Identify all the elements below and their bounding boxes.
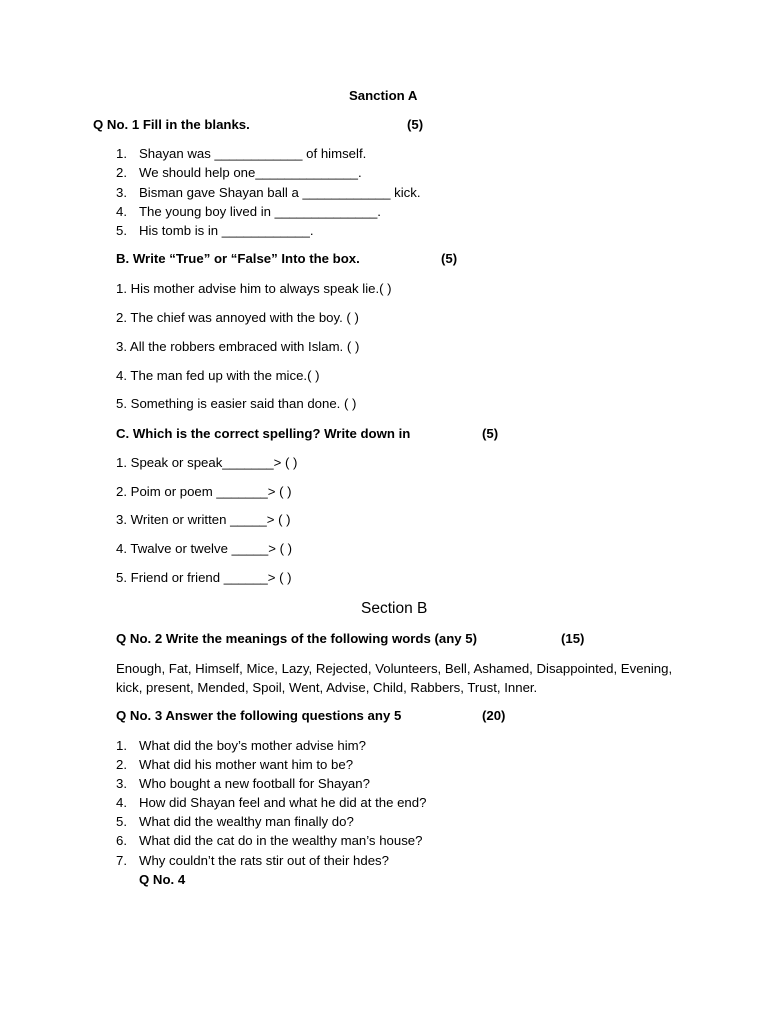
q1-heading: Q No. 1 Fill in the blanks. — [93, 117, 250, 132]
q3-heading: Q No. 3 Answer the following questions any 5 — [116, 708, 402, 723]
q3-marks: (20) — [482, 708, 506, 723]
part-b-marks: (5) — [441, 251, 458, 266]
document-page: Sanction A Q No. 1 Fill in the blanks. (5) 1. Shayan was ____________ of himself. 2. We should help one______________. 3. Bisman gave Shayan ball a ____________ kick. 4. The young boy lived in ______________. 5. His tomb is in ____________. B. Write “True” or “False” Into the box. (5) 1. His mother advise him to always speak lie.( ) 2. The chief was annoyed with the boy. ( ) 3. All the robbers embraced with Islam. ( ) 4. The man fed up with the mice.( ) 5. Something is easier said than done. ( ) C. Which is the correct spelling? Write down in (5) 1. Speak or speak_______> ( ) 2. Poim or poem _______> ( ) 3. Writen or written _____> ( ) 4. Twalve or twelve _____> ( ) 5. Friend or friend ______> ( ) Section B Q No. 2 Write the meanings of the following words (any 5) (15) Enough, Fat, Himself, Mice, Lazy, Rejected, Volunteers, Bell, Ashamed, Disappointed, Evening, kick, present, Mended, Spoil, Went, Advise, Child, Rabbers, Trust, Inner. Q No. 3 Answer the following questions any 5 (20) 1. What did the boy’s mother advise him? 2. What did his mother want him to be? 3. Who bought a new football for Shayan? 4. How did Shayan feel and what he did at the end? 5. What did the wealthy man finally do? 6. What did the cat do in the wealthy man’s house? 7. Why couldn’t the rats stir out of their hdes? Q No. 4 — [0, 0, 768, 1024]
spelling-item: 1. Speak or speak_______> ( ) — [116, 455, 298, 470]
spelling-item: 3. Writen or written _____> ( ) — [116, 512, 291, 527]
true-false-item: 3. All the robbers embraced with Islam. ( ) — [116, 339, 360, 354]
part-c-heading: C. Which is the correct spelling? Write down in — [116, 426, 411, 441]
q2-marks: (15) — [561, 631, 585, 646]
q4-heading: Q No. 4 — [139, 872, 186, 887]
vocabulary-words: Enough, Fat, Himself, Mice, Lazy, Rejected, Volunteers, Bell, Ashamed, Disappointed, Evening, kick, present, Mended, Spoil, Went, Advise, Child, Rabbers, Trust, Inner. — [116, 661, 673, 695]
part-b-heading: B. Write “True” or “False” Into the box. — [116, 251, 360, 266]
section-b-title: Section B — [361, 600, 428, 617]
spelling-item: 2. Poim or poem _______> ( ) — [116, 484, 292, 499]
true-false-item: 4. The man fed up with the mice.( ) — [116, 368, 320, 383]
true-false-item: 5. Something is easier said than done. ( ) — [116, 396, 357, 411]
spelling-item: 5. Friend or friend ______> ( ) — [116, 570, 292, 585]
part-c-marks: (5) — [482, 426, 499, 441]
q2-heading: Q No. 2 Write the meanings of the following words (any 5) — [116, 631, 477, 646]
q1-marks: (5) — [407, 117, 424, 132]
true-false-item: 1. His mother advise him to always speak lie.( ) — [116, 281, 392, 296]
section-a-title: Sanction A — [349, 88, 418, 103]
true-false-item: 2. The chief was annoyed with the boy. ( ) — [116, 310, 359, 325]
spelling-item: 4. Twalve or twelve _____> ( ) — [116, 541, 293, 556]
